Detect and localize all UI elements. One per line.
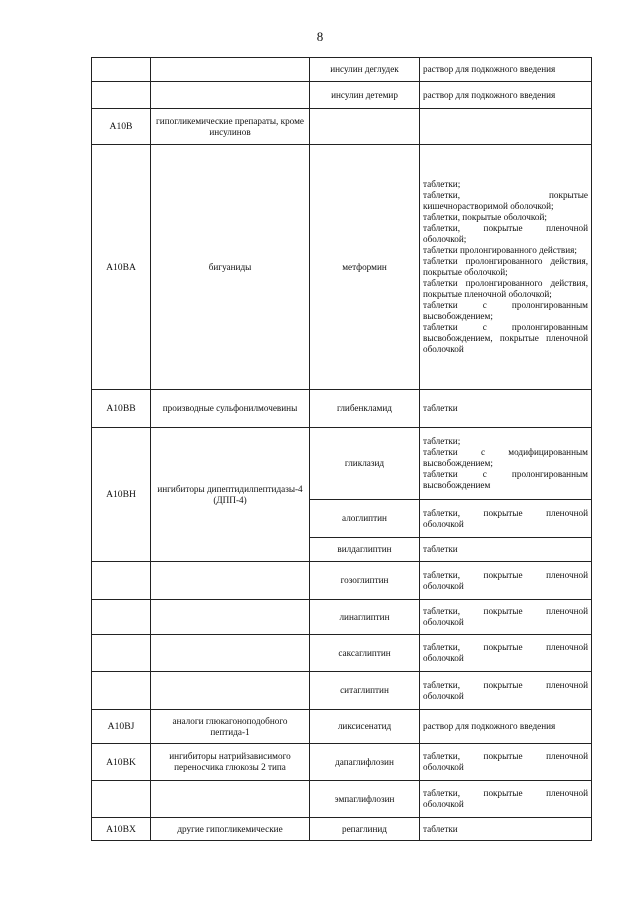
group-cell: гипогликемические препараты, кроме инсулинов xyxy=(151,109,310,145)
table-row xyxy=(92,635,592,672)
inn-cell: инсулин деглудек xyxy=(310,58,420,82)
group-cell xyxy=(151,781,310,818)
dosage-form-line: раствор для подкожного введения xyxy=(423,89,556,100)
dosage-form-line: таблетки, покрытые пленочной оболочкой xyxy=(423,507,588,529)
atc-code-cell: A10BB xyxy=(92,390,151,428)
inn-cell: инсулин детемир xyxy=(310,82,420,109)
inn-cell: гозоглиптин xyxy=(310,562,420,600)
dosage-form-cell xyxy=(420,82,592,109)
dosage-form-cell xyxy=(420,390,592,428)
dosage-form-cell xyxy=(420,744,592,781)
dosage-form-line: раствор для подкожного введения xyxy=(423,721,556,731)
dosage-form-line: таблетки с модифицированным высвобождением; xyxy=(423,447,588,468)
dosage-form-cell xyxy=(420,818,592,841)
inn-cell: дапаглифлозин xyxy=(310,744,420,781)
dosage-form-cell xyxy=(420,109,592,145)
dosage-form-line: таблетки с пролонгированным высвобождением, покрытые пленочной оболочкой xyxy=(423,322,588,354)
table-row xyxy=(92,818,592,841)
dosage-form-line: таблетки xyxy=(423,544,458,554)
dosage-form-line: таблетки, покрытые пленочной оболочкой; xyxy=(423,223,588,244)
inn-cell: метформин xyxy=(310,145,420,390)
group-cell: другие гипогликемические xyxy=(151,818,310,841)
group-cell xyxy=(151,600,310,635)
group-cell xyxy=(151,635,310,672)
dosage-form-line: таблетки, покрытые пленочной оболочкой xyxy=(423,569,588,591)
group-cell xyxy=(151,58,310,82)
inn-cell: ликсисенатид xyxy=(310,710,420,744)
dosage-form-cell xyxy=(420,58,592,82)
atc-code-cell xyxy=(92,58,151,82)
dosage-form-cell xyxy=(420,428,592,500)
group-cell xyxy=(151,82,310,109)
dosage-form-line: таблетки, покрытые пленочной оболочкой xyxy=(423,751,588,772)
table-row xyxy=(92,145,592,390)
inn-cell: алоглиптин xyxy=(310,500,420,538)
inn-cell: репаглинид xyxy=(310,818,420,841)
atc-code-cell: A10BX xyxy=(92,818,151,841)
dosage-form-line: таблетки с пролонгированным высвобождением; xyxy=(423,300,588,321)
dosage-form-line: раствор для подкожного введения xyxy=(423,64,556,74)
table-row xyxy=(92,672,592,710)
table-row xyxy=(92,390,592,428)
inn-cell: линаглиптин xyxy=(310,600,420,635)
dosage-form-line: таблетки; xyxy=(423,179,461,189)
atc-code-cell xyxy=(92,600,151,635)
dosage-form-line: таблетки с пролонгированным высвобождением xyxy=(423,469,588,490)
inn-cell xyxy=(310,109,420,145)
dosage-form-line: таблетки, покрытые пленочной оболочкой xyxy=(423,606,588,627)
group-cell xyxy=(151,672,310,710)
inn-cell: саксаглиптин xyxy=(310,635,420,672)
inn-cell: гликлазид xyxy=(310,428,420,500)
group-cell: ингибиторы дипептидилпептидазы-4 (ДПП-4) xyxy=(151,428,310,562)
dosage-form-line: таблетки, покрытые пленочной оболочкой xyxy=(423,788,588,809)
atc-code-cell xyxy=(92,635,151,672)
atc-code-cell: A10BA xyxy=(92,145,151,390)
dosage-form-cell xyxy=(420,562,592,600)
dosage-form-line: таблетки, покрытые пленочной оболочкой xyxy=(423,679,588,701)
atc-code-cell: A10BJ xyxy=(92,710,151,744)
table-row xyxy=(92,710,592,744)
group-cell: ингибиторы натрийзависимого переносчика глюкозы 2 типа xyxy=(151,744,310,781)
dosage-form-cell xyxy=(420,781,592,818)
atc-code-cell: A10B xyxy=(92,109,151,145)
dosage-form-line: таблетки пролонгированного действия; xyxy=(423,245,577,255)
table-row xyxy=(92,781,592,818)
inn-cell: ситаглиптин xyxy=(310,672,420,710)
dosage-form-line: таблетки, покрытые оболочкой; xyxy=(423,212,547,222)
dosage-form-cell xyxy=(420,500,592,538)
dosage-form-line: таблетки xyxy=(423,403,458,413)
dosage-form-cell xyxy=(420,672,592,710)
group-cell xyxy=(151,562,310,600)
atc-code-cell: A10BK xyxy=(92,744,151,781)
dosage-form-cell xyxy=(420,145,592,390)
dosage-form-line: таблетки пролонгированного действия, покрытые оболочкой; xyxy=(423,256,588,277)
group-cell: аналоги глюкагоноподобного пептида-1 xyxy=(151,710,310,744)
inn-cell: эмпаглифлозин xyxy=(310,781,420,818)
dosage-form-line: таблетки; xyxy=(423,436,461,446)
dosage-form-cell xyxy=(420,600,592,635)
dosage-form-line: таблетки, покрытые кишечнорастворимой оболочкой; xyxy=(423,190,588,211)
table-row xyxy=(92,600,592,635)
dosage-form-line: таблетки, покрытые пленочной оболочкой xyxy=(423,642,588,663)
dosage-form-line: таблетки xyxy=(423,823,458,834)
atc-code-cell xyxy=(92,672,151,710)
dosage-form-cell xyxy=(420,538,592,562)
atc-code-cell xyxy=(92,781,151,818)
page-number: 8 xyxy=(316,29,324,44)
table-row xyxy=(92,744,592,781)
atc-code-cell xyxy=(92,82,151,109)
table-row xyxy=(92,58,592,82)
atc-code-cell xyxy=(92,562,151,600)
inn-cell: вилдаглиптин xyxy=(310,538,420,562)
group-cell: производные сульфонилмочевины xyxy=(151,390,310,428)
table-row xyxy=(92,562,592,600)
drug-table xyxy=(91,57,592,841)
group-cell: бигуаниды xyxy=(151,145,310,390)
dosage-form-cell xyxy=(420,635,592,672)
inn-cell: глибенкламид xyxy=(310,390,420,428)
atc-code-cell: A10BH xyxy=(92,428,151,562)
table-row xyxy=(92,109,592,145)
table-row xyxy=(92,428,592,500)
table-row xyxy=(92,82,592,109)
dosage-form-cell xyxy=(420,710,592,744)
dosage-form-line: таблетки пролонгированного действия, покрытые пленочной оболочкой; xyxy=(423,278,588,299)
